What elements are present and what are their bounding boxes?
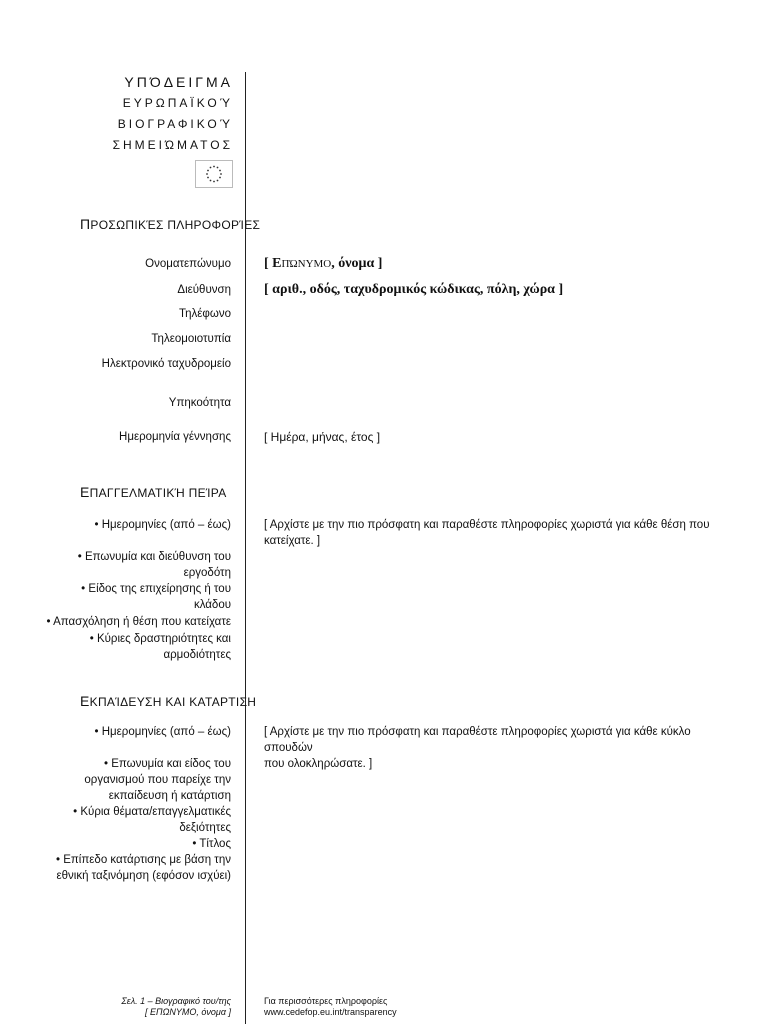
footer-page-info: Σελ. 1 – Βιογραφικό του/της [ ΕΠΩΝΥΜΟ, όνομα ] xyxy=(121,996,231,1017)
label-address: Διεύθυνση xyxy=(177,284,231,296)
exp-description: [ Αρχίστε με την πιο πρόσφατη και παραθέστε πληροφορίες χωριστά για κάθε θέση που κατείχατε. ] xyxy=(264,519,710,547)
edu-label-dates: • Ημερομηνίες (από – έως) xyxy=(94,726,231,738)
exp-label-business-2: κλάδου xyxy=(193,599,231,611)
label-email: Ηλεκτρονικό ταχυδρομείο xyxy=(101,358,231,370)
label-fax: Τηλεομοιοτυπία xyxy=(151,333,231,345)
edu-label-subjects-1: • Κύρια θέματα/επαγγελματικές xyxy=(73,806,231,818)
edu-label-level-2: εθνική ταξινόμηση (εφόσον ισχύει) xyxy=(56,870,231,882)
label-nationality: Υπηκοότητα xyxy=(168,397,231,409)
edu-description: [ Αρχίστε με την πιο πρόσφατη και παραθέστε πληροφορίες χωριστά για κάθε κύκλο σπουδών που ολοκληρώσατε. ] xyxy=(264,726,691,770)
edu-label-title: • Τίτλος xyxy=(192,838,231,850)
footer-link[interactable]: www.cedefop.eu.int/transparency xyxy=(264,1007,397,1017)
eu-flag-icon xyxy=(195,160,233,188)
header-line-2: ΕΥΡΩΠΑΪΚΟΎ xyxy=(122,96,233,110)
exp-label-duties-1: • Κύριες δραστηριότητες και xyxy=(89,633,231,645)
exp-label-dates: • Ημερομηνίες (από – έως) xyxy=(94,519,231,531)
edu-label-subjects-2: δεξιότητες xyxy=(179,822,231,834)
column-divider xyxy=(245,72,246,1024)
footer-more-info: Για περισσότερες πληροφορίες www.cedefop.eu.int/transparency xyxy=(264,996,397,1017)
edu-label-org-1: • Επωνυμία και είδος του xyxy=(104,758,231,770)
label-phone: Τηλέφωνο xyxy=(178,308,231,320)
header-line-4: ΣΗΜΕΙΏΜΑΤΟΣ xyxy=(112,138,233,152)
edu-label-org-3: εκπαίδευση ή κατάρτιση xyxy=(108,790,231,802)
label-name: Ονοματεπώνυμο xyxy=(145,258,231,270)
personal-info-heading: ΠΡΟΣΩΠΙΚΈΣ ΠΛΗΡΟΦΟΡΊΕΣ xyxy=(80,216,261,232)
exp-label-employer-2: εργοδότη xyxy=(183,567,231,579)
cv-header-title xyxy=(60,72,233,156)
exp-label-business-1: • Είδος της επιχείρησης ή του xyxy=(81,583,231,595)
exp-label-employer-1: • Επωνυμία και διεύθυνση του xyxy=(77,551,231,563)
experience-heading: ΕΠΑΓΓΕΛΜΑΤΙΚΉ ΠΕΊΡΑ xyxy=(80,484,227,500)
label-birthdate: Ημερομηνία γέννησης xyxy=(119,431,231,443)
education-heading: ΕΚΠΑΊΔΕΥΣΗ ΚΑΙ ΚΑΤΑΡΤΙΣΗ xyxy=(80,693,257,709)
exp-label-position: • Απασχόληση ή θέση που κατείχατε xyxy=(46,616,231,628)
header-line-3: ΒΙΟΓΡΑΦΙΚΟΎ xyxy=(117,117,233,131)
edu-label-org-2: οργανισμού που παρείχε την xyxy=(84,774,231,786)
value-birthdate: [ Ημέρα, μήνας, έτος ] xyxy=(264,430,381,444)
exp-label-duties-2: αρμοδιότητες xyxy=(163,649,231,661)
value-address: [ αριθ., οδός, ταχυδρομικός κώδικας, πόλη, χώρα ] xyxy=(264,282,564,297)
edu-label-level-1: • Επίπεδο κατάρτισης με βάση την xyxy=(55,854,231,866)
header-line-1: ΥΠΌΔΕΙΓΜΑ xyxy=(124,74,233,90)
value-name: [ ΕΠΏΝΥΜΟ, όνομα ] xyxy=(264,256,383,271)
